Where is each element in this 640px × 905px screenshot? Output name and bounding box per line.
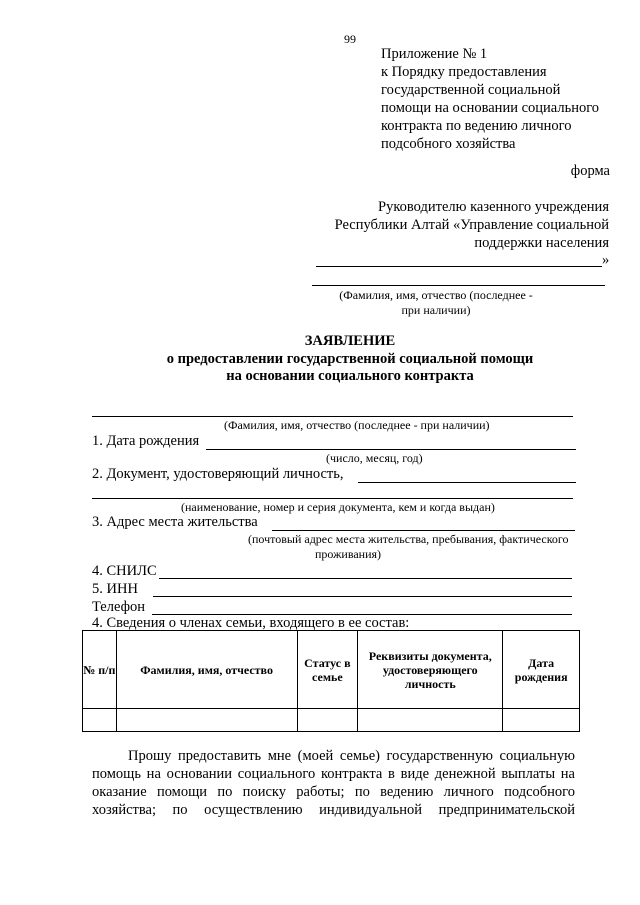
address-fill-line[interactable]	[272, 530, 575, 531]
snils-label: 4. СНИЛС	[92, 563, 157, 579]
fio-caption: (Фамилия, имя, отчество (последнее - при наличии)	[224, 418, 490, 432]
appendix-reference	[381, 45, 599, 153]
caption-line: (Фамилия, имя, отчество (последнее -	[339, 288, 533, 302]
birth-date-label: 1. Дата рождения	[92, 433, 200, 449]
recipient-line: Руководителю казенного учреждения	[378, 199, 609, 215]
birth-date-fill-line[interactable]	[206, 449, 576, 450]
recipient-block	[335, 198, 609, 252]
id-document-caption: (наименование, номер и серия документа, кем и когда выдан)	[181, 500, 495, 514]
recipient-line: поддержки населения	[474, 235, 609, 251]
form-label: форма	[570, 163, 610, 179]
caption-line: при наличии)	[401, 303, 471, 317]
family-info-label: 4. Сведения о членах семьи, входящего в ее состав:	[92, 615, 410, 631]
birth-date-caption: (число, месяц, год)	[326, 451, 423, 465]
family-members-table	[82, 630, 580, 732]
column-header-id-document: Реквизиты документа, удостоверяющего личность	[358, 631, 503, 709]
applicant-name-caption	[316, 288, 556, 318]
inn-label: 5. ИНН	[92, 581, 138, 597]
phone-label: Телефон	[92, 599, 145, 615]
table-cell[interactable]	[83, 709, 117, 732]
inn-fill-line[interactable]	[153, 596, 572, 597]
column-header-number: № п/п	[83, 631, 117, 709]
address-caption-line: проживания)	[315, 547, 382, 561]
recipient-line: Республики Алтай «Управление социальной	[334, 217, 609, 233]
table-cell[interactable]	[503, 709, 580, 732]
appendix-line: Приложение № 1	[381, 46, 488, 62]
document-subtitle-line: на основании социального контракта	[226, 368, 474, 384]
request-paragraph-line: Прошу предоставить мне (моей семье) государственную социальную	[128, 748, 575, 764]
id-document-label: 2. Документ, удостоверяющий личность,	[92, 466, 344, 482]
table-cell[interactable]	[297, 709, 358, 732]
recipient-fill-line[interactable]	[316, 264, 602, 267]
fio-fill-line[interactable]	[92, 416, 573, 417]
address-label: 3. Адрес места жительства	[92, 514, 258, 530]
appendix-line: помощи на основании социального	[381, 100, 600, 116]
address-caption-line: (почтовый адрес места жительства, пребывания, фактического	[248, 532, 569, 546]
appendix-line: контракта по ведению личного	[381, 118, 572, 134]
appendix-line: государственной социальной	[381, 82, 561, 98]
applicant-name-fill-line[interactable]	[312, 285, 605, 286]
recipient-closing-quote: »	[602, 252, 610, 268]
request-paragraph-line: помощь на основании социального контракта в виде денежной выплаты на	[92, 766, 575, 782]
table-cell[interactable]	[358, 709, 503, 732]
id-document-fill-line[interactable]	[358, 482, 576, 483]
appendix-line: подсобного хозяйства	[381, 136, 516, 152]
id-document-fill-line-2[interactable]	[92, 498, 573, 499]
column-header-full-name: Фамилия, имя, отчество	[116, 631, 297, 709]
document-subtitle-line: о предоставлении государственной социальной помощи	[166, 351, 534, 367]
request-paragraph-line: хозяйства; по осуществлению индивидуальной предпринимательской	[92, 802, 575, 818]
table-cell[interactable]	[116, 709, 297, 732]
snils-fill-line[interactable]	[159, 578, 572, 579]
appendix-line: к Порядку предоставления	[381, 64, 547, 80]
request-paragraph-line: оказание помощи по поиску работы; по ведению личного подсобного	[92, 784, 575, 800]
page-number: 99	[344, 32, 356, 46]
document-title: ЗАЯВЛЕНИЕ	[304, 333, 396, 349]
table-row	[83, 709, 580, 732]
column-header-family-status: Статус в семье	[297, 631, 358, 709]
table-header-row	[83, 631, 580, 709]
column-header-birth-date: Дата рождения	[503, 631, 580, 709]
